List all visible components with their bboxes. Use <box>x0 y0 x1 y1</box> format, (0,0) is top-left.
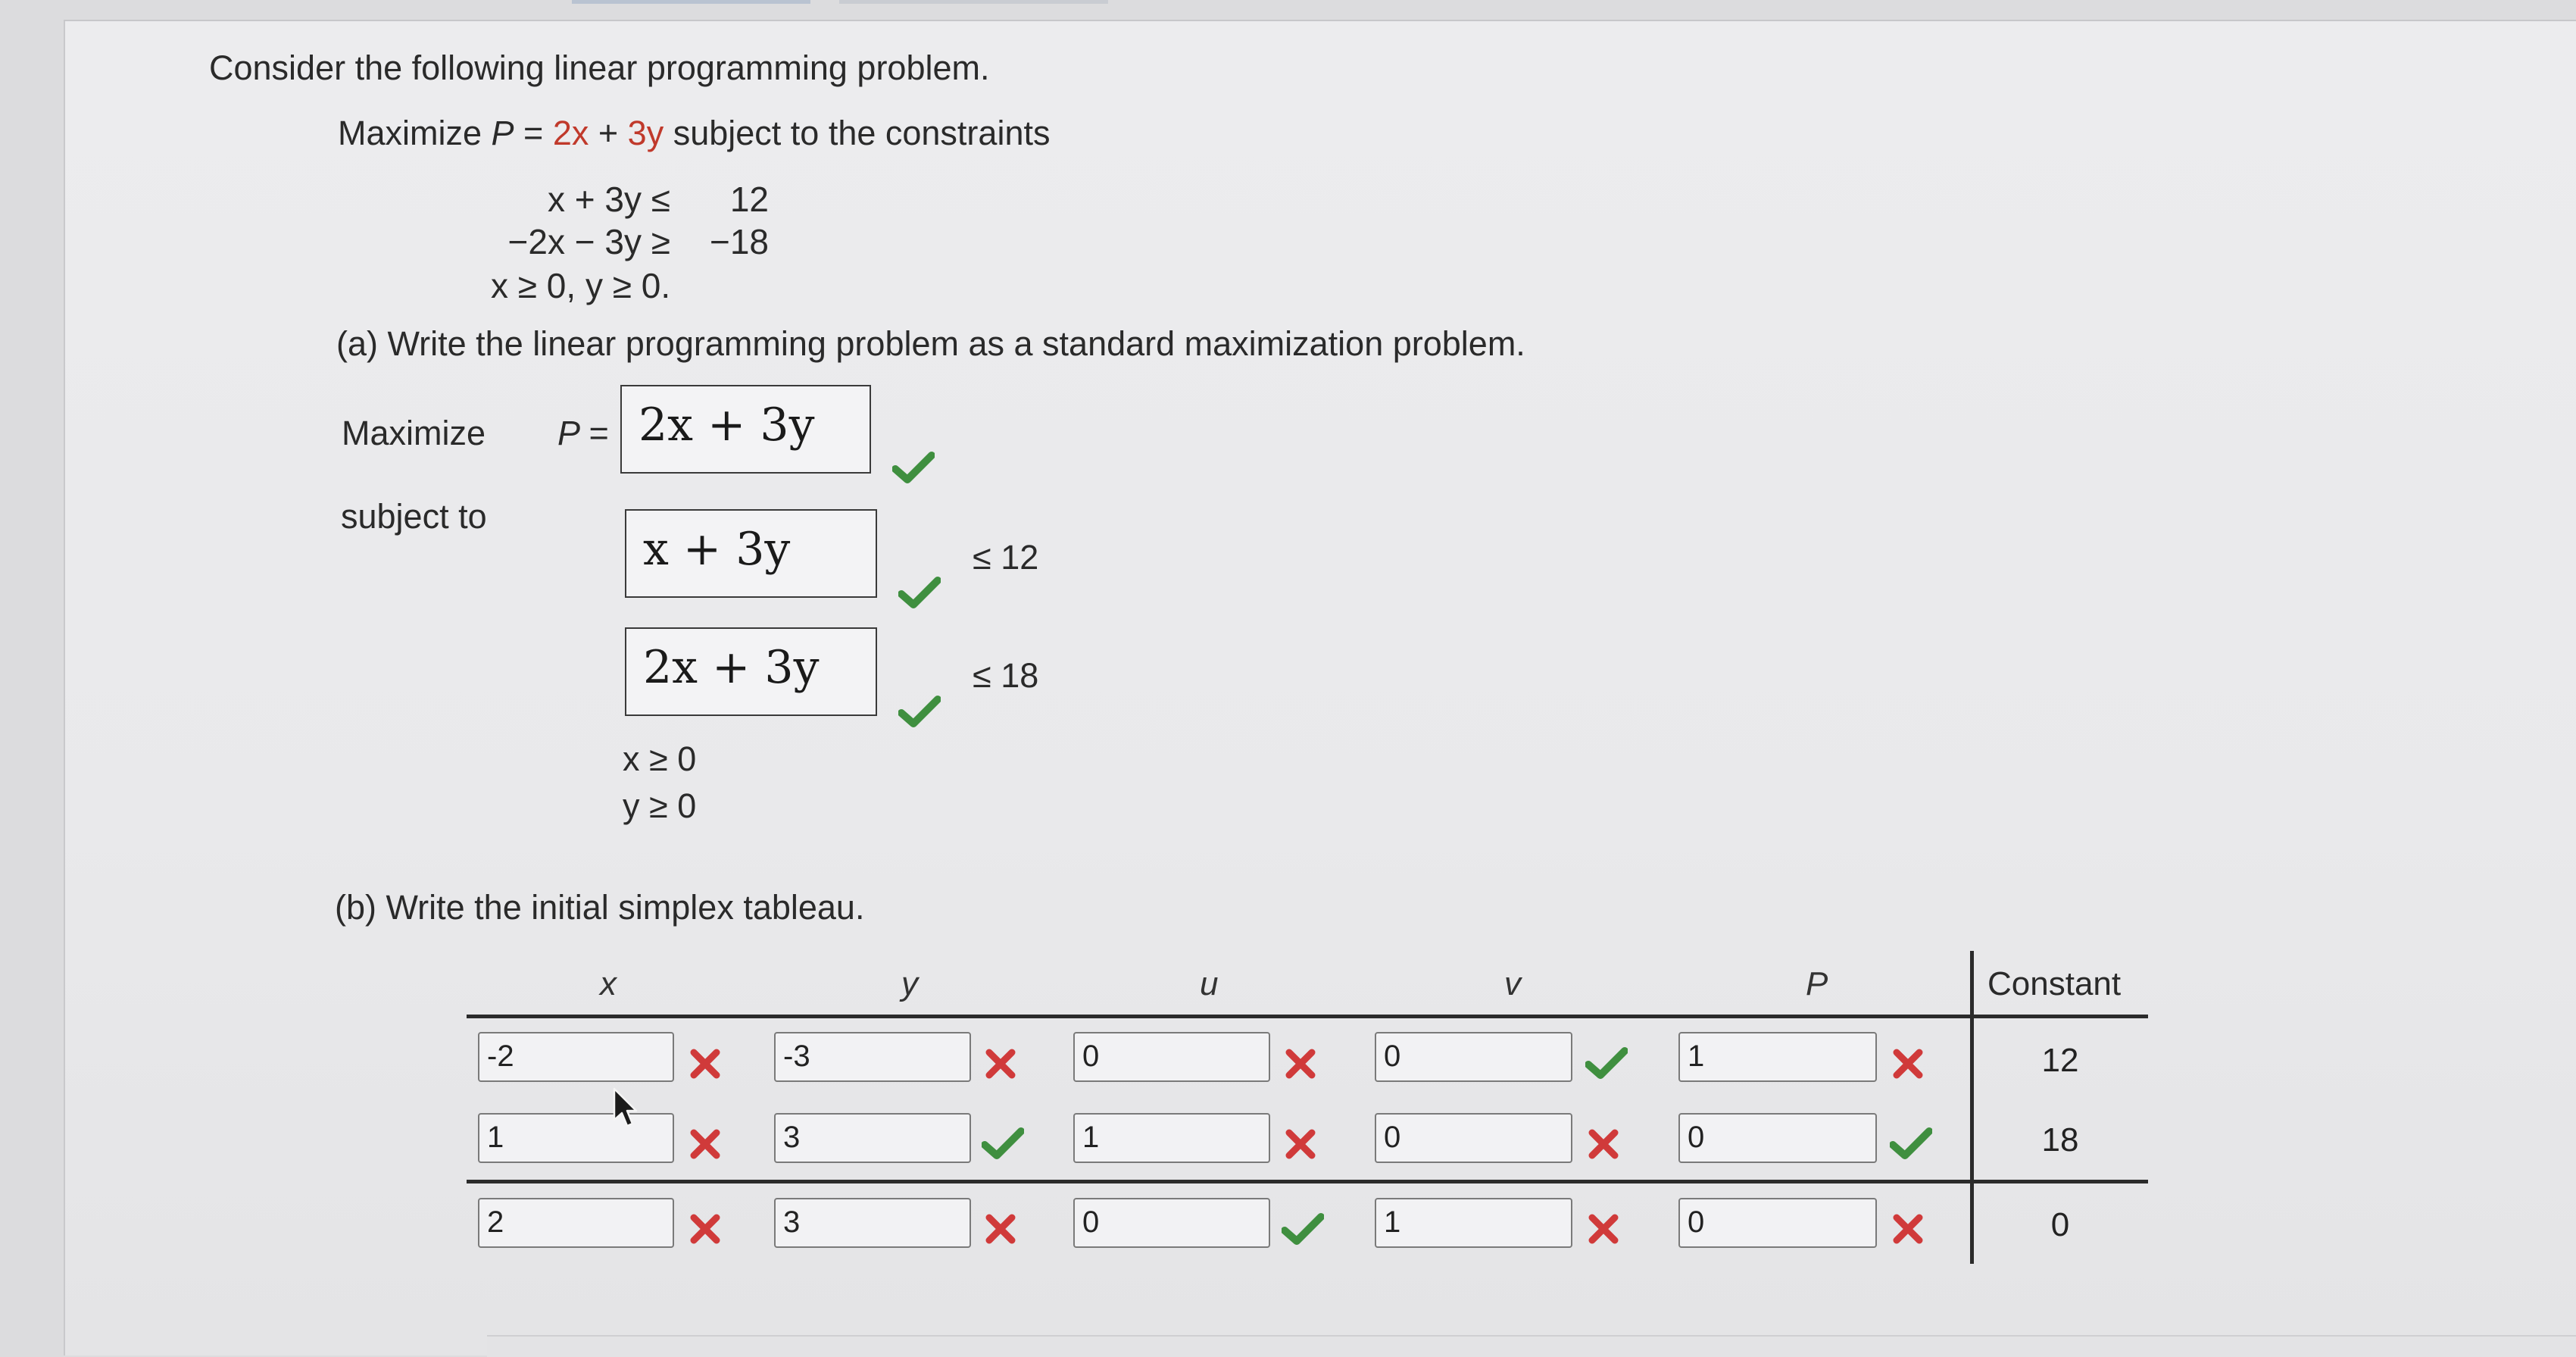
tableau-cell-r3-u[interactable]: 0 <box>1073 1198 1270 1248</box>
tableau-cell-r3-y[interactable]: 3 <box>774 1198 971 1248</box>
objective-answer-value: 2x + 3y <box>639 399 815 452</box>
tableau-constant-divider <box>1970 951 1974 1264</box>
tableau-cell-r1-p[interactable]: 1 <box>1678 1032 1877 1082</box>
header-p: P <box>1806 965 1828 1002</box>
constraint-2-rhs: −18 <box>709 222 769 261</box>
cross-icon <box>1283 1046 1318 1081</box>
constraint-1-rhs: 12 <box>729 180 769 219</box>
browser-tab-indicator <box>572 0 810 4</box>
maximize-label: Maximize <box>342 414 486 452</box>
part-b-prompt: (b) Write the initial simplex tableau. <box>335 888 865 927</box>
tableau-cell-r1-u[interactable]: 0 <box>1073 1032 1270 1082</box>
tableau-header-rule <box>467 1015 2148 1018</box>
checkmark-icon <box>898 576 941 609</box>
question-intro: Consider the following linear programming problem. <box>209 48 990 87</box>
header-y: y <box>901 965 918 1002</box>
checkmark-icon <box>892 451 935 484</box>
mouse-cursor-icon <box>612 1087 638 1129</box>
header-constant: Constant <box>1987 965 2122 1002</box>
constraint-3: x ≥ 0, y ≥ 0. <box>491 266 671 305</box>
tableau-constant-r1: 12 <box>2041 1042 2079 1079</box>
tableau-cell-r1-x[interactable]: -2 <box>478 1032 674 1082</box>
question-panel <box>64 21 2576 1355</box>
constraint-2-answer-field[interactable] <box>625 627 877 716</box>
cross-icon <box>688 1127 723 1162</box>
constraint-1-answer-value: x + 3y <box>643 523 791 576</box>
tableau-cell-r2-u[interactable]: 1 <box>1073 1113 1270 1163</box>
tableau-cell-r1-v[interactable]: 0 <box>1375 1032 1572 1082</box>
tableau-constant-r3: 0 <box>2050 1206 2070 1243</box>
browser-tab-indicator <box>839 0 1108 4</box>
objective-coef-x: 2x <box>552 114 589 152</box>
nonneg-y: y ≥ 0 <box>623 786 697 825</box>
header-u: u <box>1200 965 1219 1002</box>
cross-icon <box>1891 1046 1925 1081</box>
constraint-2-rhs-label: ≤ 18 <box>973 656 1039 695</box>
tableau-cell-r1-y[interactable]: -3 <box>774 1032 971 1082</box>
header-v: v <box>1504 965 1521 1002</box>
cross-icon <box>983 1212 1018 1246</box>
constraint-2-lhs: −2x − 3y ≥ <box>507 222 670 261</box>
cross-icon <box>1586 1127 1621 1162</box>
cross-icon <box>1891 1212 1925 1246</box>
constraint-1-answer-field[interactable] <box>625 509 877 598</box>
tableau-constant-r2: 18 <box>2041 1121 2079 1158</box>
objective-coef-y: 3y <box>627 114 664 152</box>
p-equals-label: P = <box>557 414 609 452</box>
objective-plus: + <box>589 114 628 152</box>
constraint-1-lhs: x + 3y ≤ <box>547 180 670 219</box>
checkmark-icon <box>1282 1212 1324 1246</box>
cross-icon <box>688 1212 723 1246</box>
tableau-cell-r2-p[interactable]: 0 <box>1678 1113 1877 1163</box>
tableau-cell-r3-v[interactable]: 1 <box>1375 1198 1572 1248</box>
footer-bar <box>487 1335 2576 1357</box>
checkmark-icon <box>982 1127 1024 1160</box>
cross-icon <box>1283 1127 1318 1162</box>
tableau-cell-r2-y[interactable]: 3 <box>774 1113 971 1163</box>
objective-suffix: subject to the constraints <box>664 114 1051 152</box>
tableau-objective-rule <box>467 1180 2148 1183</box>
checkmark-icon <box>1890 1127 1932 1160</box>
subject-to-label: subject to <box>341 497 487 536</box>
checkmark-icon <box>898 695 941 728</box>
header-x: x <box>600 965 617 1002</box>
objective-statement <box>338 114 1050 153</box>
objective-p: P <box>491 114 514 152</box>
cross-icon <box>688 1046 723 1081</box>
objective-prefix: Maximize <box>338 114 492 152</box>
constraint-2-answer-value: 2x + 3y <box>643 641 820 694</box>
cross-icon <box>1586 1212 1621 1246</box>
nonneg-x: x ≥ 0 <box>623 739 697 778</box>
part-a-prompt: (a) Write the linear programming problem as a standard maximization problem. <box>336 324 1525 363</box>
tableau-cell-r3-p[interactable]: 0 <box>1678 1198 1877 1248</box>
constraint-1-rhs-label: ≤ 12 <box>973 538 1039 577</box>
cross-icon <box>983 1046 1018 1081</box>
tableau-cell-r3-x[interactable]: 2 <box>478 1198 674 1248</box>
checkmark-icon <box>1585 1046 1628 1080</box>
objective-equals: = <box>514 114 553 152</box>
objective-answer-field[interactable] <box>620 385 871 474</box>
tableau-cell-r2-x[interactable]: 1 <box>478 1113 674 1163</box>
tableau-cell-r2-v[interactable]: 0 <box>1375 1113 1572 1163</box>
